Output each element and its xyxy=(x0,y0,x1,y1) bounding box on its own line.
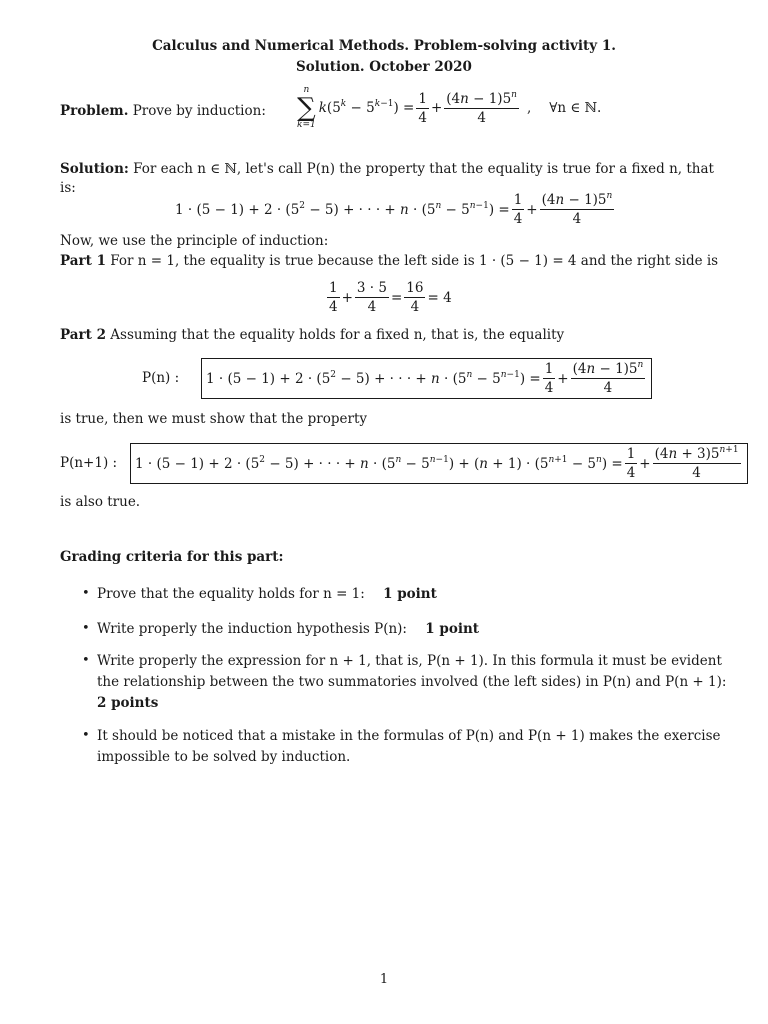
problem-formula: n ∑ k=1 $k(5^k - 5^{k-1})$ = $\frac{1}{4}$ + $\frac{(4n - 1)5^n}{4}$ , ∀n ∈ ℕ. xyxy=(297,85,602,130)
part1-formula: $\frac{1}{4}$ + $\frac{3 \cdot 5}{4}$ = $\frac{16}{4}$ = 4 xyxy=(329,280,452,315)
title-line-2: Solution. October 2020 xyxy=(296,59,472,75)
criterion-2: Write properly the induction hypothesis P(n): 1 point xyxy=(97,621,479,637)
bullet-icon: • xyxy=(82,621,90,636)
bullet-icon: • xyxy=(82,586,90,601)
principle-text: Now, we use the principle of induction: xyxy=(60,233,329,249)
general-equality: $1 \cdot (5 - 1) + 2 \cdot (5^2 - 5)$ + · · · + $n \cdot (5^n - 5^{n-1})$ = $\frac{1}{4}$ + $\frac{(4n - 1)5^n}{4}$ xyxy=(175,191,613,227)
solution-line-1 xyxy=(60,159,714,179)
bullet-icon: • xyxy=(82,653,90,668)
solution-text: For each n ∈ ℕ, let's call P(n) the property that the equality is true for a fixed n, that xyxy=(133,161,714,177)
part1-line xyxy=(60,251,718,271)
solution-line-2: is: xyxy=(60,180,76,196)
also-true-text: is also true. xyxy=(60,494,141,510)
part2-text: Assuming that the equality holds for a fixed n, that is, the equality xyxy=(110,327,565,343)
pn-formula-box: $1 \cdot (5 - 1) + 2 \cdot (5^2 - 5)$ + · · · + $n \cdot (5^n - 5^{n-1})$ = $\frac{1}{4}$ + $\frac{(4n - 1)5^n}{4}$ xyxy=(201,358,652,399)
forall-clause: ∀n ∈ ℕ. xyxy=(549,100,602,116)
criterion-1-points: 1 point xyxy=(383,586,437,602)
problem-label: Problem. xyxy=(60,103,129,119)
part1-label: Part 1 xyxy=(60,253,106,269)
problem-statement xyxy=(60,101,266,121)
pn1-label: P(n+1) : xyxy=(60,455,118,471)
part2-line xyxy=(60,325,564,345)
part1-text: For n = 1, the equality is true because the left side is 1 · (5 − 1) = 4 and the right side is xyxy=(110,253,719,269)
is-true-text: is true, then we must show that the property xyxy=(60,411,367,427)
part2-label: Part 2 xyxy=(60,327,106,343)
pn-label: P(n) : xyxy=(142,370,180,386)
summation-symbol: n ∑ k=1 xyxy=(297,85,316,130)
title-line-1: Calculus and Numerical Methods. Problem-solving activity 1. xyxy=(152,38,616,54)
bullet-icon: • xyxy=(82,728,90,743)
criterion-1: Prove that the equality holds for n = 1: 1 point xyxy=(97,586,437,602)
criterion-3-points: 2 points xyxy=(97,695,159,711)
criterion-2-points: 1 point xyxy=(425,621,479,637)
problem-text: Prove by induction: xyxy=(132,103,266,119)
page-number: 1 xyxy=(379,972,389,987)
pn1-formula-box: $1 \cdot (5 - 1) + 2 \cdot (5^2 - 5)$ + · · · + $n \cdot (5^n - 5^{n-1}) + (n + 1) \cdot (5^{n+1} - 5^n)$ = $\frac{1}{4}$ + $\frac{(4n + 3)5^{n+1}}{4}$ xyxy=(130,443,748,484)
solution-label: Solution: xyxy=(60,161,129,177)
criterion-3: Write properly the expression for n + 1, that is, P(n + 1). In this formula it must be evident the relationship between the two summatories involved (the left sides) in P(n) and P(n + 1): 2 points xyxy=(97,651,726,714)
grading-heading: Grading criteria for this part: xyxy=(60,549,284,565)
criterion-4: It should be noticed that a mistake in the formulas of P(n) and P(n + 1) makes the exercise impossible to be solved by induction. xyxy=(97,728,721,765)
